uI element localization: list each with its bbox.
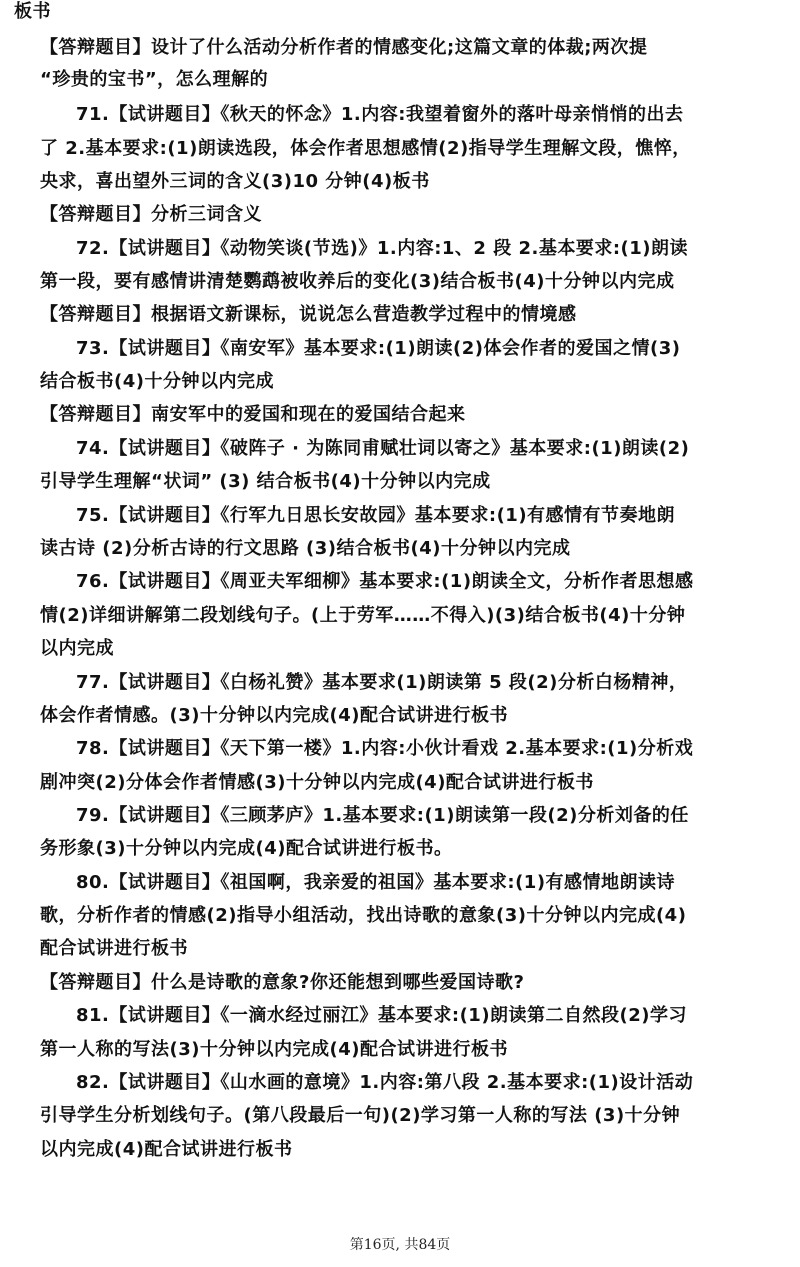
text-line: 第一段，要有感情讲清楚鹦鹉被收养后的变化(3)结合板书(4)十分钟以内完成 — [40, 271, 675, 292]
text-line: 体会作者情感。(3)十分钟以内完成(4)配合试讲进行板书 — [40, 705, 508, 726]
text-line: 情(2)详细讲解第二段划线句子。(上于劳军……不得入)(3)结合板书(4)十分钟 — [40, 605, 686, 626]
text-line: 76.【试讲题目】《周亚夫军细柳》基本要求:(1)朗读全文，分析作者思想感 — [76, 571, 694, 592]
text-line: 引导学生分析划线句子。(第八段最后一句)(2)学习第一人称的写法 (3)十分钟 — [40, 1105, 681, 1126]
text-line: 77.【试讲题目】《白杨礼赞》基本要求(1)朗读第 5 段(2)分析白杨精神， — [76, 672, 688, 693]
text-line: 结合板书(4)十分钟以内完成 — [40, 371, 274, 392]
text-line: 73.【试讲题目】《南安军》基本要求:(1)朗读(2)体会作者的爱国之情(3) — [76, 338, 681, 359]
text-line: 72.【试讲题目】《动物笑谈(节选)》1.内容:1、2 段 2.基本要求:(1)朗读 — [76, 238, 689, 259]
text-line: “珍贵的宝书”，怎么理解的 — [40, 69, 269, 90]
text-line: 板书 — [14, 1, 51, 22]
text-line: 剧冲突(2)分体会作者情感(3)十分钟以内完成(4)配合试讲进行板书 — [40, 772, 594, 793]
text-line: 74.【试讲题目】《破阵子 · 为陈同甫赋壮词以寄之》基本要求:(1)朗读(2) — [76, 438, 690, 459]
text-line: 80.【试讲题目】《祖国啊，我亲爱的祖国》基本要求:(1)有感情地朗读诗 — [76, 872, 676, 893]
text-line: 配合试讲进行板书 — [40, 938, 188, 959]
text-line: 务形象(3)十分钟以内完成(4)配合试讲进行板书。 — [40, 838, 453, 859]
page-footer: 第16页, 共84页 — [349, 1237, 451, 1253]
text-line: 【答辩题目】根据语文新课标，说说怎么营造教学过程中的情境感 — [40, 304, 577, 325]
text-line: 以内完成(4)配合试讲进行板书 — [40, 1139, 293, 1160]
text-line: 了 2.基本要求:(1)朗读选段，体会作者思想感情(2)指导学生理解文段，憔悴， — [40, 138, 691, 159]
text-line: 81.【试讲题目】《一滴水经过丽江》基本要求:(1)朗读第二自然段(2)学习 — [76, 1005, 688, 1026]
text-line: 【答辩题目】设计了什么活动分析作者的情感变化;这篇文章的体裁;两次提 — [40, 37, 648, 58]
text-line: 央求，喜出望外三词的含义(3)10 分钟(4)板书 — [40, 171, 430, 192]
text-line: 82.【试讲题目】《山水画的意境》1.内容:第八段 2.基本要求:(1)设计活动 — [76, 1072, 694, 1093]
text-line: 以内完成 — [40, 638, 114, 659]
text-line: 【答辩题目】什么是诗歌的意象?你还能想到哪些爱国诗歌? — [40, 972, 525, 993]
text-line: 71.【试讲题目】《秋天的怀念》1.内容:我望着窗外的落叶母亲悄悄的出去 — [76, 104, 684, 125]
text-line: 歌，分析作者的情感(2)指导小组活动，找出诗歌的意象(3)十分钟以内完成(4) — [40, 905, 687, 926]
text-line: 第一人称的写法(3)十分钟以内完成(4)配合试讲进行板书 — [40, 1039, 508, 1060]
text-line: 【答辩题目】分析三词含义 — [40, 204, 262, 225]
text-line: 读古诗 (2)分析古诗的行文思路 (3)结合板书(4)十分钟以内完成 — [40, 538, 571, 559]
text-line: 78.【试讲题目】《天下第一楼》1.内容:小伙计看戏 2.基本要求:(1)分析戏 — [76, 738, 694, 759]
text-line: 引导学生理解“状词” (3) 结合板书(4)十分钟以内完成 — [40, 471, 491, 492]
text-line: 【答辩题目】南安军中的爱国和现在的爱国结合起来 — [40, 404, 466, 425]
text-line: 79.【试讲题目】《三顾茅庐》1.基本要求:(1)朗读第一段(2)分析刘备的任 — [76, 805, 689, 826]
text-line: 75.【试讲题目】《行军九日思长安故园》基本要求:(1)有感情有节奏地朗 — [76, 505, 676, 526]
